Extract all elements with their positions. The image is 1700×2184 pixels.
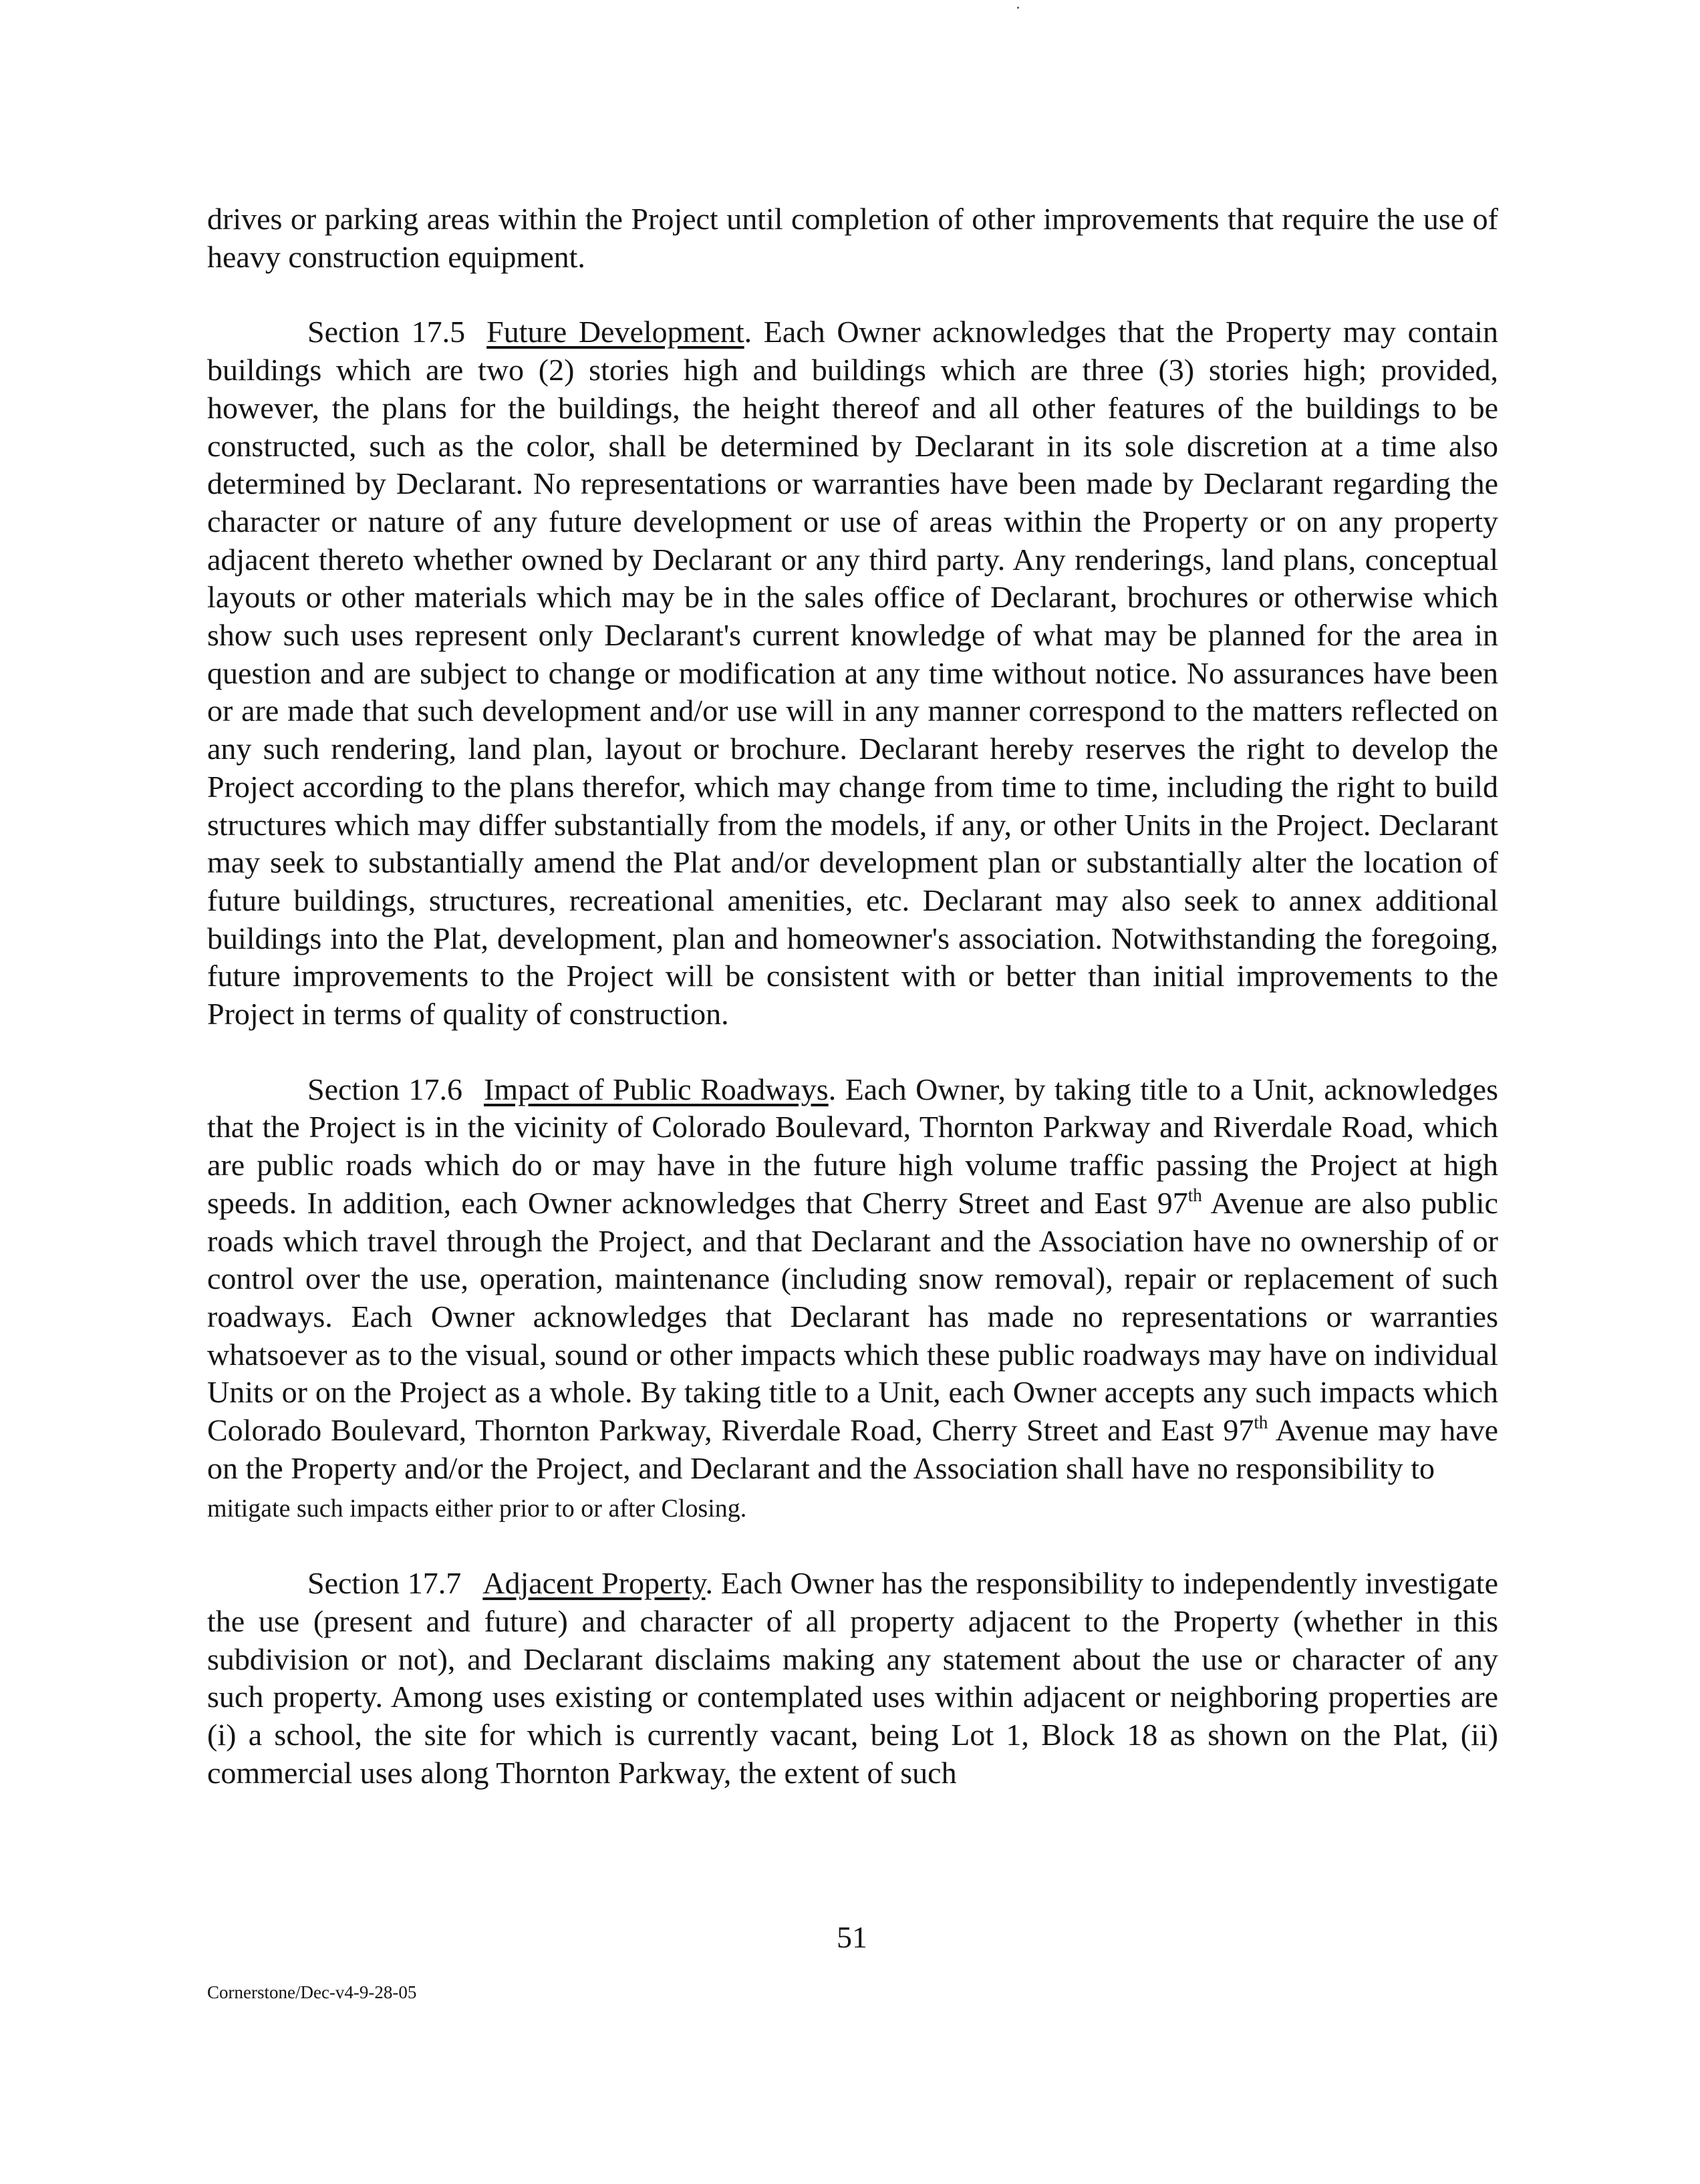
document-body (207, 200, 1498, 1792)
section-number: Section 17.7 (307, 1566, 462, 1601)
section-body: Avenue may have on the Property and/or the Project, and Declarant and the Association shall have no responsibility to (207, 1413, 1498, 1485)
page-number: 51 (837, 1920, 867, 1954)
section-body: . Each Owner has the responsibility to independently investigate the use (present and future) and character of all property adjacent to the Property (whether in this subdivision or not), and Declarant disclaims making any statement about the use or character of any such property. Among uses existing or contemplated uses within adjacent or neighboring properties are (i) a school, the site for which is currently vacant, being Lot 1, Block 18 as shown on the Plat, (ii) commercial uses along Thornton Parkway, the extent of such (207, 1566, 1498, 1790)
section-heading: Impact of Public Roadways (483, 1072, 829, 1106)
section-body: Avenue are also public roads which travel through the Project, and that Declarant and the Association have no ownership of or control over the use, operation, maintenance (including snow removal), repair or replacement of such roadways. Each Owner acknowledges that Declarant has made no representations or warranties whatsoever as to the visual, sound or other impacts which these public roadways may have on individual Units or on the Project as a whole. By taking title to a Unit, each Owner accepts any such impacts which Colorado Boulevard, Thornton Parkway, Riverdale Road, Cherry Street and East 97 (207, 1185, 1498, 1448)
section-number: Section 17.5 (307, 315, 466, 349)
section-number: Section 17.6 (307, 1072, 462, 1106)
section-17-7-paragraph (207, 1565, 1498, 1792)
superscript-ordinal: th (1187, 1185, 1202, 1205)
section-17-5-paragraph (207, 313, 1498, 1033)
section-heading: Adjacent Property (482, 1566, 706, 1601)
section-body-last-line: mitigate such impacts either prior to or after Closing. (207, 1494, 747, 1523)
footer-document-id: Cornerstone/Dec-v4-9-28-05 (207, 1982, 417, 2002)
continuation-paragraph: drives or parking areas within the Project until completion of other improvements that require the use of heavy construction equipment. (207, 202, 1498, 274)
section-body: . Each Owner, by taking title to a Unit, acknowledges that the Project is in the vicinity of Colorado Boulevard, Thornton Parkway and Riverdale Road, which are public roads which do or may have in the future high volume traffic passing the Project at high speeds. In addition, each Owner acknowledges that Cherry Street and East 97 (207, 1072, 1498, 1220)
section-17-6-paragraph (207, 1071, 1498, 1527)
section-body: . Each Owner acknowledges that the Property may contain buildings which are two (2) stories high and buildings which are three (3) stories high; provided, however, the plans for the buildings, the height thereof and all other features of the buildings to be constructed, such as the color, shall be determined by Declarant in its sole discretion at a time also determined by Declarant. No representations or warranties have been made by Declarant regarding the character or nature of any future development or use of areas within the Property or on any property adjacent thereto whether owned by Declarant or any third party. Any renderings, land plans, conceptual layouts or other materials which may be in the sales office of Declarant, brochures or otherwise which show such uses represent only Declarant's current knowledge of what may be planned for the area in question and are subject to change or modification at any time without notice. No assurances have been or are made that such development and/or use will in any manner correspond to the matters reflected on any such rendering, land plan, layout or brochure. Declarant hereby reserves the right to develop the Project according to the plans therefor, which may change from time to time, including the right to build structures which may differ substantially from the models, if any, or other Units in the Project. Declarant may seek to substantially amend the Plat and/or development plan or substantially alter the location of future buildings, structures, recreational amenities, etc. Declarant may also seek to annex additional buildings into the Plat, development, plan and homeowner's association. Notwithstanding the foregoing, future improvements to the Project will be consistent with or better than initial improvements to the Project in terms of quality of construction. (207, 315, 1498, 1032)
scan-speck (1017, 7, 1019, 9)
superscript-ordinal: th (1254, 1412, 1268, 1433)
section-heading: Future Development (486, 315, 744, 349)
